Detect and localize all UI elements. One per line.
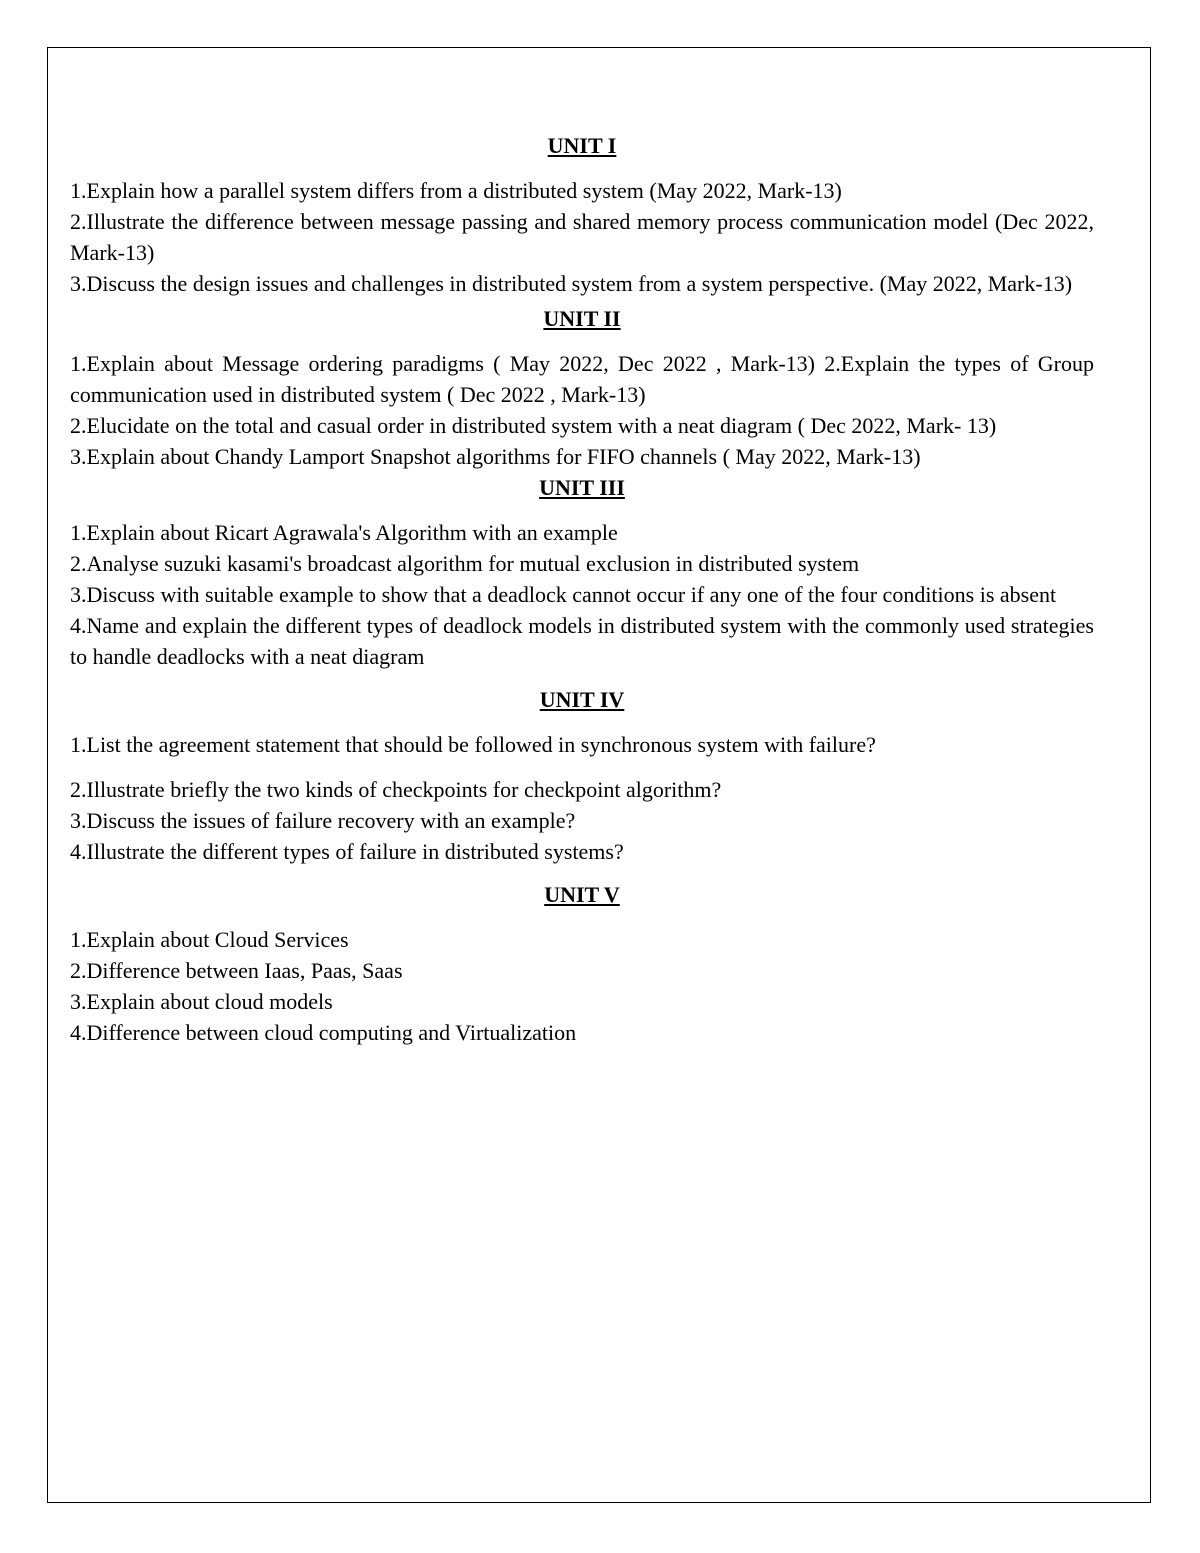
unit-5-question-2: 2.Difference between Iaas, Paas, Saas	[70, 958, 403, 983]
unit-1-heading: UNIT I	[547, 133, 617, 158]
unit-5-question-1: 1.Explain about Cloud Services	[70, 927, 349, 952]
unit-5-heading: UNIT V	[544, 882, 620, 907]
unit-2-section	[70, 303, 1094, 472]
unit-5-section	[70, 879, 1094, 1048]
unit-4-question-2: 2.Illustrate briefly the two kinds of checkpoints for checkpoint algorithm?	[70, 777, 722, 802]
unit-4-heading: UNIT IV	[539, 687, 625, 712]
unit-2-question-3: 3.Explain about Chandy Lamport Snapshot algorithms for FIFO channels ( May 2022, Mark-13)	[70, 444, 921, 469]
unit-4-section	[70, 684, 1094, 867]
unit-3-question-2: 2.Analyse suzuki kasami's broadcast algorithm for mutual exclusion in distributed system	[70, 551, 860, 576]
unit-5-question-4: 4.Difference between cloud computing and Virtualization	[70, 1020, 577, 1045]
unit-1-section	[70, 130, 1094, 299]
question-bank	[70, 130, 1094, 1048]
unit-2-heading: UNIT II	[543, 306, 621, 331]
unit-3-section	[70, 472, 1094, 672]
unit-4-question-4: 4.Illustrate the different types of failure in distributed systems?	[70, 839, 624, 864]
unit-3-question-4: 4.Name and explain the different types of deadlock models in distributed system with the commonly used strategies to handle deadlocks with a neat diagram	[70, 613, 1094, 669]
unit-3-heading: UNIT III	[539, 475, 625, 500]
unit-4-question-3: 3.Discuss the issues of failure recovery with an example?	[70, 808, 576, 833]
unit-1-question-2: 2.Illustrate the difference between message passing and shared memory process communication model (Dec 2022, Mark-13)	[70, 209, 1094, 265]
unit-2-question-2: 2.Elucidate on the total and casual order in distributed system with a neat diagram ( Dec 2022, Mark- 13)	[70, 413, 997, 438]
unit-5-question-3: 3.Explain about cloud models	[70, 989, 333, 1014]
unit-3-question-3: 3.Discuss with suitable example to show that a deadlock cannot occur if any one of the four conditions is absent	[70, 582, 1057, 607]
unit-1-question-1: 1.Explain how a parallel system differs from a distributed system (May 2022, Mark-13)	[70, 178, 842, 203]
unit-3-question-1: 1.Explain about Ricart Agrawala's Algorithm with an example	[70, 520, 618, 545]
unit-1-question-3: 3.Discuss the design issues and challenges in distributed system from a system perspective. (May 2022, Mark-13)	[70, 271, 1073, 296]
unit-4-question-1: 1.List the agreement statement that should be followed in synchronous system with failure?	[70, 732, 876, 757]
unit-2-question-1: 1.Explain about Message ordering paradigms ( May 2022, Dec 2022 , Mark-13) 2.Explain the types of Group communication used in distributed system ( Dec 2022 , Mark-13)	[70, 351, 1094, 407]
